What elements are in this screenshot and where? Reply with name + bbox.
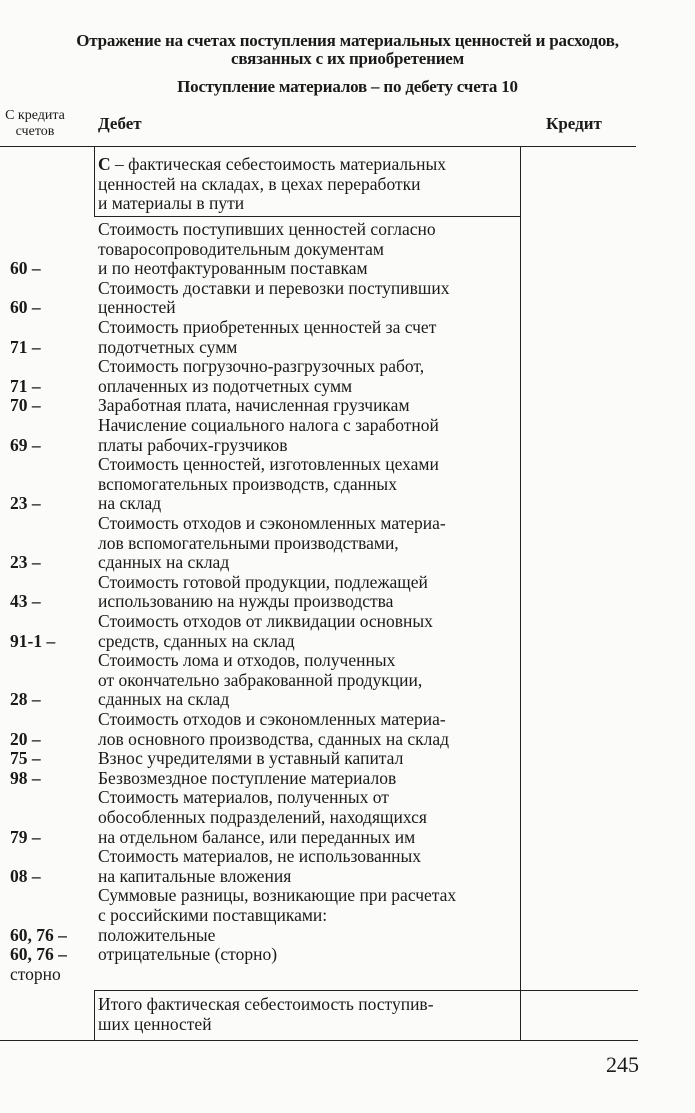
entry-description: Стоимость отходов и сэкономленных материа-	[98, 513, 446, 533]
entry-description: Безвозмездное поступление материалов	[98, 767, 397, 788]
entry-account: 60 –	[10, 258, 41, 279]
entry-description: обособленных подразделений, находящихся	[98, 806, 427, 827]
entry-description: Стоимость готовой продукции, подлежащей	[98, 571, 428, 592]
entry-account: 43 –	[10, 591, 41, 612]
entry-description: положительные	[98, 924, 216, 945]
entry-description: лов вспомогательными производствами,	[98, 532, 399, 553]
entry-description: на склад	[98, 493, 162, 514]
entry-description: средств, сданных на склад	[98, 630, 295, 651]
entry-description: Стоимость отходов от ликвидации основных	[98, 611, 433, 631]
document-title-line-1: Отражение на счетах поступления материальных ценностей и расходов,	[76, 31, 619, 50]
table-row	[0, 357, 520, 396]
table-row	[0, 220, 520, 279]
table-row	[0, 514, 520, 573]
entry-description: от окончательно забракованной продукции,	[98, 669, 423, 690]
entry-account: 79 –	[10, 826, 41, 847]
table-row	[0, 769, 520, 789]
entry-account: 69 –	[10, 434, 41, 455]
entry-description: Заработная плата, начисленная грузчикам	[98, 395, 410, 416]
total-left-rule	[94, 990, 95, 1040]
entry-description: отрицательные (сторно)	[98, 944, 278, 965]
entry-description: использованию на нужды производства	[98, 591, 394, 612]
table-row	[0, 455, 520, 514]
table-bottom-rule	[0, 1040, 638, 1041]
entry-description: Стоимость лома и отходов, полученных	[98, 650, 396, 671]
table-row	[0, 279, 520, 318]
entry-account: 60 –	[10, 297, 41, 318]
entry-description: с российскими поставщиками:	[98, 904, 328, 925]
table-row	[0, 965, 520, 985]
entry-account: 60, 76 –	[10, 944, 67, 965]
entry-description: Стоимость приобретенных ценностей за счет	[98, 317, 437, 337]
header-credit: Кредит	[546, 114, 602, 133]
table-row	[0, 926, 520, 946]
page-number: 245	[606, 1052, 639, 1077]
table-row	[0, 749, 520, 769]
entry-description: вспомогательных производств, сданных	[98, 473, 397, 494]
table-row	[0, 710, 520, 749]
entry-description: сданных на склад	[98, 552, 230, 573]
entry-account: 71 –	[10, 375, 41, 396]
table-row	[0, 651, 520, 710]
entry-account: 08 –	[10, 865, 41, 886]
table-row	[0, 416, 520, 455]
header-credit-accounts: С кредита счетов	[5, 108, 65, 139]
entry-description: Стоимость доставки и перевозки поступивших	[98, 277, 450, 298]
document-title-line-2: связанных с их приобретением	[230, 49, 465, 68]
entry-description: Стоимость поступивших ценностей согласно	[98, 219, 436, 239]
entry-description: Суммовые разницы, возникающие при расчетах	[98, 885, 457, 906]
entry-description: Начисление социального налога с заработной	[98, 415, 439, 435]
entry-account: 23 –	[10, 552, 41, 573]
entry-description: ценностей	[98, 297, 176, 318]
opening-left-rule	[94, 146, 95, 216]
entry-description: оплаченных из подотчетных сумм	[98, 375, 353, 396]
entry-description: платы рабочих-грузчиков	[98, 434, 288, 455]
header-rule	[0, 146, 636, 147]
table-row	[0, 886, 520, 925]
table-row	[0, 612, 520, 651]
header-debit: Дебет	[98, 114, 142, 133]
entry-description: лов основного производства, сданных на склад	[98, 728, 450, 749]
table-row	[0, 318, 520, 357]
entry-account: 28 –	[10, 689, 41, 710]
entry-account: сторно	[10, 963, 61, 984]
entry-description: сданных на склад	[98, 689, 230, 710]
table-row	[0, 945, 520, 965]
table-row	[0, 573, 520, 612]
entry-account: 23 –	[10, 493, 41, 514]
table-row	[0, 847, 520, 886]
entry-description: Стоимость погрузочно-разгрузочных работ,	[98, 356, 425, 377]
entry-description: Взнос учредителями в уставный капитал	[98, 748, 404, 769]
entry-description: и по неотфактурованным поставкам	[98, 258, 368, 279]
opening-label: С	[98, 154, 111, 174]
entry-description: Стоимость ценностей, изготовленных цехами	[98, 454, 439, 475]
entry-account: 70 –	[10, 395, 41, 416]
entry-description: Стоимость отходов и сэкономленных материа-	[98, 709, 446, 729]
entry-account: 98 –	[10, 767, 41, 788]
entry-account: 20 –	[10, 728, 41, 749]
entry-description: товаросопроводительным документам	[98, 238, 384, 259]
entry-account: 60, 76 –	[10, 924, 67, 945]
entry-description: Стоимость материалов, полученных от	[98, 787, 389, 808]
entry-account: 71 –	[10, 336, 41, 357]
table-row	[0, 788, 520, 847]
entry-account: 91-1 –	[10, 630, 56, 651]
entry-account: 75 –	[10, 748, 41, 769]
document-subtitle: Поступление материалов – по дебету счета 10	[177, 77, 518, 96]
opening-bottom-rule	[94, 216, 520, 217]
debit-credit-divider	[520, 146, 521, 1040]
total-top-rule	[94, 990, 638, 991]
entry-description: подотчетных сумм	[98, 336, 238, 357]
table-row	[0, 396, 520, 416]
entry-description: Стоимость материалов, не использованных	[98, 846, 422, 867]
entry-description: на отдельном балансе, или переданных им	[98, 826, 416, 847]
entry-description: на капитальные вложения	[98, 865, 292, 886]
